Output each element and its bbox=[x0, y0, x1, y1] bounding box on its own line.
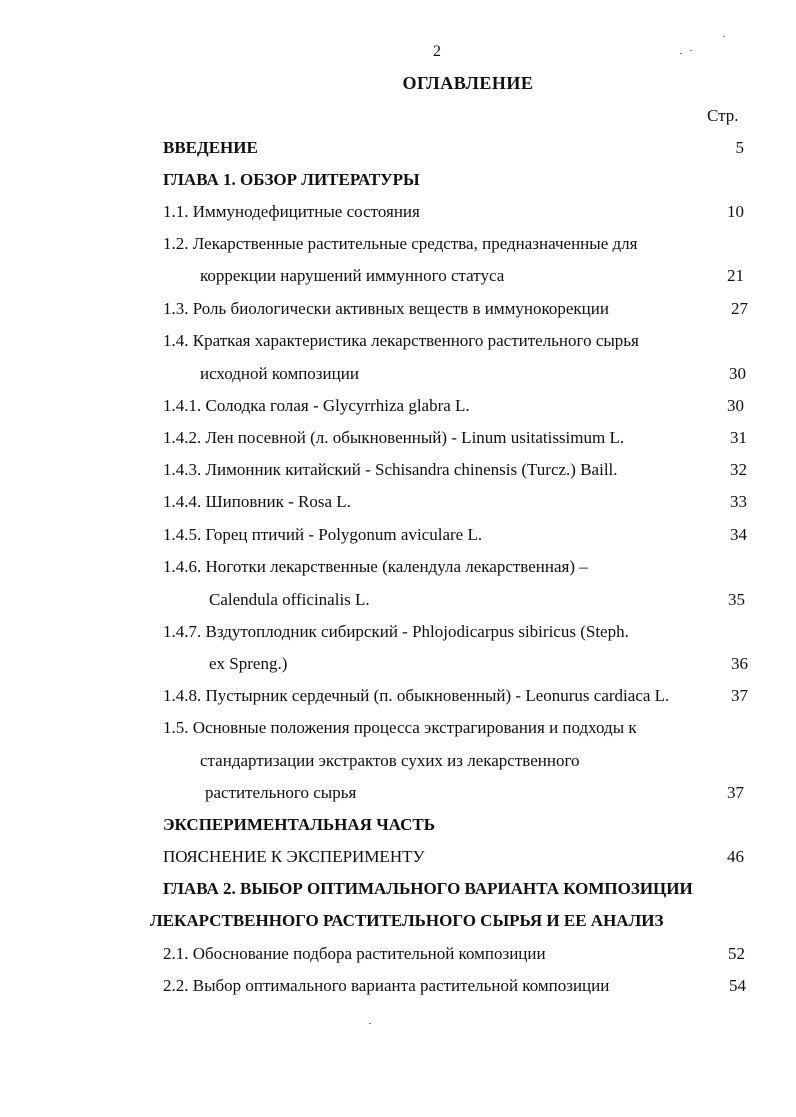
page-number: 2 bbox=[433, 43, 441, 60]
toc-page-number: 27 bbox=[731, 299, 748, 318]
toc-entry-continuation: ex Spreng.) bbox=[209, 654, 288, 673]
toc-page-number: 54 bbox=[729, 976, 746, 995]
toc-page-number: 33 bbox=[730, 492, 747, 511]
toc-page-number: 30 bbox=[729, 364, 746, 383]
toc-entry: ПОЯСНЕНИЕ К ЭКСПЕРИМЕНТУ bbox=[163, 847, 425, 866]
toc-page-number: 30 bbox=[727, 396, 744, 415]
page-title: ОГЛАВЛЕНИЕ bbox=[402, 73, 534, 93]
toc-entry-continuation: стандартизации экстрактов сухих из лекарственного bbox=[200, 751, 580, 770]
toc-page-number: 37 bbox=[727, 783, 744, 802]
toc-entry: 1.2. Лекарственные растительные средства, предназначенные для bbox=[163, 234, 638, 253]
toc-page-number: 36 bbox=[731, 654, 748, 673]
toc-entry-continuation: Calendula officinalis L. bbox=[209, 590, 370, 609]
toc-heading-introduction: ВВЕДЕНИЕ bbox=[163, 138, 258, 157]
toc-page-number: 10 bbox=[727, 202, 744, 221]
toc-page-number: 31 bbox=[730, 428, 747, 447]
toc-entry: 1.3. Роль биологически активных веществ в иммунокорекции bbox=[163, 299, 609, 318]
toc-entry-continuation: растительного сырья bbox=[205, 783, 357, 802]
toc-entry: 1.1. Иммунодефицитные состояния bbox=[163, 202, 420, 221]
toc-entry: 1.4.1. Солодка голая - Glycyrrhiza glabra L. bbox=[163, 396, 470, 415]
toc-entry: 2.1. Обоснование подбора растительной композиции bbox=[163, 944, 546, 963]
toc-page-number: 46 bbox=[727, 847, 744, 866]
toc-entry: 1.4.4. Шиповник - Rosa L. bbox=[163, 492, 351, 511]
toc-entry-continuation: коррекции нарушений иммунного статуса bbox=[200, 266, 505, 285]
page-column-label: Стр. bbox=[707, 106, 739, 125]
toc-heading-experimental-part: ЭКСПЕРИМЕНТАЛЬНАЯ ЧАСТЬ bbox=[163, 815, 435, 834]
toc-page-number: 35 bbox=[728, 590, 745, 609]
toc-entry: 1.4.6. Ноготки лекарственные (календула лекарственная) – bbox=[163, 557, 588, 576]
toc-entry-continuation: исходной композиции bbox=[200, 364, 359, 383]
toc-page-number: 32 bbox=[730, 460, 747, 479]
toc-entry: 1.4.5. Горец птичий - Polygonum aviculare L. bbox=[163, 525, 483, 544]
toc-heading-chapter-1: ГЛАВА 1. ОБЗОР ЛИТЕРАТУРЫ bbox=[163, 170, 420, 189]
toc-page-number: 21 bbox=[727, 266, 744, 285]
toc-entry: 1.5. Основные положения процесса экстрагирования и подходы к bbox=[163, 718, 637, 737]
toc-entry: 2.2. Выбор оптимального варианта растительной композиции bbox=[163, 976, 610, 995]
toc-page-number: 37 bbox=[731, 686, 748, 705]
toc-heading-chapter-2: ГЛАВА 2. ВЫБОР ОПТИМАЛЬНОГО ВАРИАНТА КОМПОЗИЦИИ bbox=[163, 879, 693, 898]
toc-entry: 1.4.3. Лимонник китайский - Schisandra chinensis (Turcz.) Baill. bbox=[163, 460, 618, 479]
toc-entry: 1.4.2. Лен посевной (л. обыкновенный) - Linum usitatissimum L. bbox=[163, 428, 625, 447]
toc-entry: 1.4. Краткая характеристика лекарственного растительного сырья bbox=[163, 331, 639, 350]
toc-heading-chapter-2-continuation: ЛЕКАРСТВЕННОГО РАСТИТЕЛЬНОГО СЫРЬЯ И ЕЕ АНАЛИЗ bbox=[150, 911, 664, 930]
toc-page-number: 52 bbox=[728, 944, 745, 963]
toc-page-number: 34 bbox=[730, 525, 747, 544]
toc-entry: 1.4.7. Вздутоплодник сибирский - Phlojodicarpus sibiricus (Steph. bbox=[163, 622, 629, 641]
toc-entry: 1.4.8. Пустырник сердечный (п. обыкновенный) - Leonurus cardiaca L. bbox=[163, 686, 670, 705]
toc-page-number: 5 bbox=[735, 138, 744, 157]
